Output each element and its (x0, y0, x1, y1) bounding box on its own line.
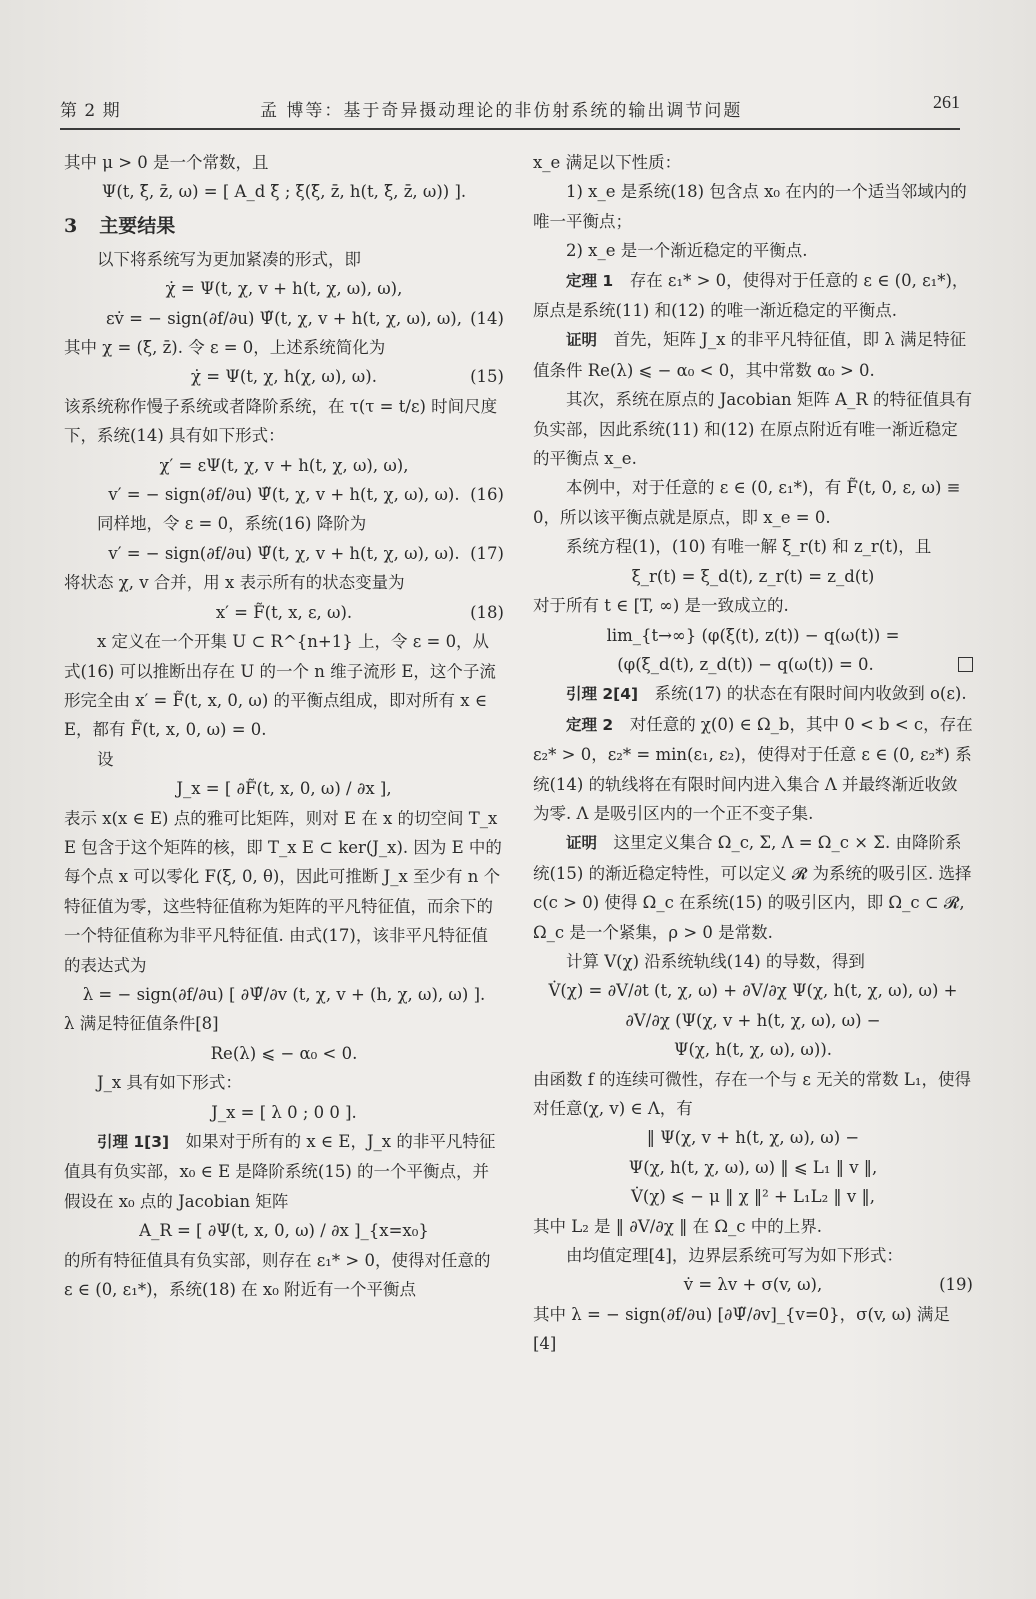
labeled-paragraph (533, 325, 973, 385)
equation-text: v′ = − sign(∂f/∂u) Ψ̃(t, χ, v + h(t, χ, ω), ω). (108, 485, 460, 505)
paragraph-label: 定理 1 (566, 271, 614, 290)
paragraph: 其中 χ = (ξ̄, z̄). 令 ε = 0，上述系统简化为 (64, 338, 386, 358)
equation-text: ‖ Ψ(χ, v + h(t, χ, ω), ω) − (646, 1128, 860, 1148)
section-title: 主要结果 (99, 214, 176, 237)
paragraph: 对于所有 t ∈ [T, ∞) 是一致成立的. (533, 596, 789, 616)
equation (64, 177, 504, 206)
paragraph: 本例中，对于任意的 ε ∈ (0, ε₁*)，有 F̃(t, 0, ε, ω) ≡ 0，所以该平衡点就是原点，即 x_e = 0. (533, 478, 961, 527)
equation-text: εv̇ = − sign(∂f/∂u) Ψ̃(t, χ, v + h(t, χ, ω), ω), (105, 308, 462, 328)
paragraph-text: 存在 ε₁* > 0，使得对于任意的 ε ∈ (0, ε₁*)，原点是系统(11) 和(12) 的唯一渐近稳定的平衡点. (533, 270, 969, 321)
paragraph-label: 定理 2 (566, 715, 614, 734)
paragraph-label: 引理 2[4] (566, 685, 639, 704)
paragraph: 计算 V(χ) 沿系统轨线(14) 的导数，得到 (566, 951, 865, 971)
equation-text: ∂V/∂χ (Ψ(χ, v + h(t, χ, ω), ω) − (625, 1010, 881, 1030)
paragraph: λ 满足特征值条件[8] (64, 1014, 219, 1034)
equation (64, 304, 504, 333)
equation-text: x′ = F̃(t, x, ε, ω). (215, 602, 353, 622)
equation-text: χ′ = εΨ(t, χ, v + h(t, χ, ω), ω), (159, 455, 409, 475)
equation (533, 1270, 973, 1299)
equation-text: Re(λ) ⩽ − α₀ < 0. (210, 1043, 358, 1063)
equation (64, 598, 504, 627)
page-number: 261 (933, 92, 960, 112)
equation (64, 1039, 504, 1068)
equation (64, 274, 504, 303)
equation-number: (17) (470, 543, 504, 563)
paragraph-text: 系统(17) 的状态在有限时间内收敛到 o(ε). (654, 684, 967, 704)
equation-text: χ̇ = Ψ(t, χ, v + h(t, χ, ω), ω), (165, 279, 403, 299)
paragraph: 同样地，令 ε = 0，系统(16) 降阶为 (97, 514, 367, 534)
left-column (64, 148, 504, 1528)
equation-text: v̇ = λv + σ(v, ω), (683, 1275, 823, 1295)
equation-text: Ψ(t, ξ̄, z̄, ω) = [ A_d ξ̄ ; ξ̄(ξ̄, z̄, h(t, ξ̄, z̄, ω)) ]. (101, 182, 467, 202)
right-column (533, 148, 973, 1528)
paragraph-label: 证明 (566, 331, 598, 350)
section-heading (64, 209, 504, 243)
equation-text: V̇(χ) = ∂V/∂t (t, χ, ω) + ∂V/∂χ Ψ(χ, h(t, χ, ω), ω) + (548, 981, 958, 1001)
paragraph-text: 这里定义集合 Ω_c, Σ, Λ = Ω_c × Σ. 由降阶系统(15) 的渐近稳定特性，可以定义 𝓡 为系统的吸引区. 选择 c(c > 0) 使得 Ω_c 在系统(15) 的吸引区内，即 Ω_c ⊂ 𝓡, Ω_c 是一个紧集，ρ > 0 是常数. (533, 833, 972, 942)
paragraph: x_e 满足以下性质： (533, 153, 682, 172)
equation-text: V̇(χ) ⩽ − μ ‖ χ ‖² + L₁L₂ ‖ v ‖, (630, 1187, 875, 1207)
paragraph: 由函数 f 的连续可微性，存在一个与 ε 无关的常数 L₁，使得对任意(χ, v) ∈ Λ，有 (533, 1069, 971, 1118)
equation-number: (18) (470, 602, 504, 622)
labeled-paragraph (533, 710, 973, 829)
labeled-paragraph (533, 828, 973, 947)
paragraph: 的所有特征值具有负实部，则存在 ε₁* > 0，使得对任意的 ε ∈ (0, ε₁*)，系统(18) 在 x₀ 附近有一个平衡点 (64, 1250, 491, 1300)
labeled-paragraph (533, 679, 973, 709)
paragraph: 其中 μ > 0 是一个常数，且 (64, 153, 269, 172)
equation (64, 980, 504, 1009)
equation-text: λ = − sign(∂f/∂u) [ ∂Ψ̃/∂v (t, χ, v + (h, χ, ω), ω) ]. (82, 984, 486, 1004)
equation (533, 650, 973, 679)
paragraph: 2) x_e 是一个渐近稳定的平衡点. (566, 241, 808, 261)
running-title: 孟 博等：基于奇异摄动理论的非仿射系统的输出调节问题 (260, 101, 743, 121)
equation-number: (16) (470, 485, 504, 505)
issue-label: 第 2 期 (60, 101, 121, 121)
equation-number: (14) (470, 308, 504, 328)
equation-text: A_R = [ ∂Ψ(t, x, 0, ω) / ∂x ]_{x=x₀} (139, 1221, 429, 1241)
paragraph: x 定义在一个开集 U ⊂ R^{n+1} 上，令 ε = 0，从式(16) 可以推断出存在 U 的一个 n 维子流形 E，这个子流形完全由 x′ = F̃(t, x, 0, ω) 的平衡点组成，即对所有 x ∈ E，都有 F̃(t, x, 0, ω) = 0. (64, 632, 496, 740)
equation (533, 1153, 973, 1182)
paragraph: 表示 x(x ∈ E) 点的雅可比矩阵，则对 E 在 x 的切空间 T_x E 包含于这个矩阵的核，即 T_x E ⊂ ker(J_x). 因为 E 中的每个点 x 可以零化 F(ξ, 0, θ)，因此可推断 J_x 至少有 n 个特征值为零，这些特征值称为矩阵的平凡特征值，而余下的一个特征值称为非平凡特征值. 由式(17)，该非平凡特征值的表达式为 (64, 808, 502, 975)
equation (533, 1123, 973, 1152)
equation-text: v′ = − sign(∂f/∂u) Ψ̃(t, χ, v + h(t, χ, ω), ω). (108, 543, 460, 563)
equation (64, 362, 504, 391)
paragraph-text: 对任意的 χ(0) ∈ Ω_b，其中 0 < b < c，存在 ε₂* > 0，ε₂* = min(ε₁, ε₂)，使得对于任意 ε ∈ (0, ε₂*) 系统(14) 的轨线将在有限时间内进入集合 Λ 并最终渐近收敛为零. Λ 是吸引区内的一个正不变子集. (533, 714, 973, 823)
equation (533, 1006, 973, 1035)
paragraph: 其次，系统在原点的 Jacobian 矩阵 A_R 的特征值具有负实部，因此系统(11) 和(12) 在原点附近有唯一渐近稳定的平衡点 x_e. (533, 390, 972, 469)
paragraph-text: 如果对于所有的 x ∈ E，J_x 的非平凡特征值具有负实部，x₀ ∈ E 是降阶系统(15) 的一个平衡点，并假设在 x₀ 点的 Jacobian 矩阵 (64, 1132, 496, 1211)
labeled-paragraph (64, 1127, 504, 1216)
equation (533, 1182, 973, 1211)
running-header (60, 92, 960, 126)
equation (533, 976, 973, 1005)
equation-text: lim_{t→∞} (φ(ξ(t), z(t)) − q(ω(t)) = (606, 625, 900, 645)
equation-text: χ̇ = Ψ(t, χ, h(χ, ω), ω). (191, 367, 377, 387)
equation (533, 621, 973, 650)
equation-text: ξ_r(t) = ξ_d(t), z_r(t) = z_d(t) (631, 566, 875, 586)
equation (64, 1098, 504, 1127)
equation-text: Ψ(χ, h(t, χ, ω), ω) ‖ ⩽ L₁ ‖ v ‖, (628, 1157, 878, 1177)
equation (64, 1216, 504, 1245)
equation (64, 451, 504, 480)
section-number: 3 (64, 214, 78, 237)
labeled-paragraph (533, 266, 973, 326)
paragraph: 其中 λ = − sign(∂f/∂u) [∂Ψ̃/∂v]_{v=0}，σ(v, ω) 满足[4] (533, 1304, 950, 1354)
equation (64, 480, 504, 509)
equation-number: (15) (470, 367, 504, 387)
equation-text: (φ(ξ_d(t), z_d(t)) − q(ω(t)) = 0. (617, 654, 874, 674)
equation (64, 774, 504, 803)
header-rule (60, 128, 960, 130)
paragraph: 设 (97, 749, 114, 769)
paragraph-label: 引理 1[3] (97, 1133, 170, 1151)
equation (533, 562, 973, 591)
qed-square-icon (958, 657, 973, 672)
equation-text: J_x = [ λ 0 ; 0 0 ]. (211, 1102, 357, 1122)
paragraph: 系统方程(1)，(10) 有唯一解 ξ_r(t) 和 z_r(t)，且 (566, 537, 932, 557)
equation (64, 539, 504, 568)
paragraph: 1) x_e 是系统(18) 包含点 x₀ 在内的一个适当邻域内的唯一平衡点； (533, 182, 967, 231)
equation (533, 1035, 973, 1064)
equation-text: J_x = [ ∂F̃(t, x, 0, ω) / ∂x ], (176, 779, 392, 799)
equation-text: Ψ(χ, h(t, χ, ω), ω)). (673, 1040, 833, 1060)
paragraph: J_x 具有如下形式： (97, 1073, 242, 1093)
equation-number: (19) (939, 1275, 973, 1295)
paragraph: 由均值定理[4]，边界层系统可写为如下形式： (566, 1246, 903, 1266)
paragraph-text: 首先，矩阵 J_x 的非平凡特征值，即 λ 满足特征值条件 Re(λ) ⩽ − α₀ < 0，其中常数 α₀ > 0. (533, 330, 967, 380)
paragraph-label: 证明 (566, 834, 598, 853)
paragraph: 该系统称作慢子系统或者降阶系统，在 τ(τ = t/ε) 时间尺度下，系统(14) 具有如下形式： (64, 396, 498, 446)
paragraph: 将状态 χ, v 合并，用 x 表示所有的状态变量为 (64, 573, 405, 593)
paragraph: 以下将系统写为更加紧凑的形式，即 (97, 249, 361, 269)
paragraph: 其中 L₂ 是 ‖ ∂V/∂χ ‖ 在 Ω_c 中的上界. (533, 1216, 822, 1236)
